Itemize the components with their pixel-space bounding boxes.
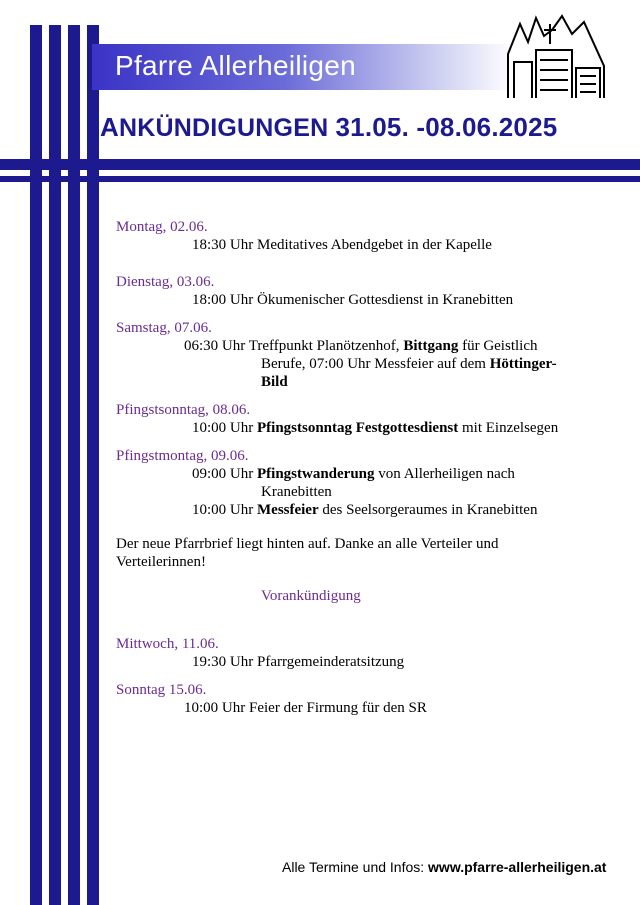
day-heading: Samstag, 07.06. (116, 320, 212, 336)
church-logo-icon (506, 14, 606, 100)
decor-stripe-3 (68, 25, 80, 905)
page-title: ANKÜNDIGUNGEN 31.05. -08.06.2025 (100, 112, 558, 142)
notice-text: Der neue Pfarrbrief liegt hinten auf. Danke an alle Verteiler und Verteilerinnen! (116, 536, 499, 570)
parish-name: Pfarre Allerheiligen (115, 50, 357, 81)
day-heading: Dienstag, 03.06. (116, 274, 215, 290)
event-line: 18:00 Uhr Ökumenischer Gottesdienst in Kranebitten (192, 292, 514, 308)
day-heading: Mittwoch, 11.06. (116, 636, 219, 652)
day-heading: Sonntag 15.06. (116, 682, 207, 698)
decor-stripe-2 (49, 25, 61, 905)
event-line: 18:30 Uhr Meditatives Abendgebet in der Kapelle (192, 237, 492, 253)
event-line: 19:30 Uhr Pfarrgemeinderatsitzung (192, 654, 405, 670)
event-line: 10:00 Uhr Pfingstsonntag Festgottesdienst mit Einzelsegen (192, 420, 559, 436)
event-line-continued: Bild (261, 374, 288, 390)
decor-stripe-4 (87, 25, 99, 905)
event-line-continued: Berufe, 07:00 Uhr Messfeier auf dem Höttinger- (261, 356, 557, 372)
decor-stripe-1 (30, 25, 42, 905)
footer: Alle Termine und Infos: www.pfarre-allerheiligen.at (282, 859, 607, 875)
day-heading: Pfingstsonntag, 08.06. (116, 402, 251, 418)
decor-hline-1 (0, 159, 640, 170)
event-line: 10:00 Uhr Messfeier des Seelsorgeraumes in Kranebitten (192, 502, 538, 518)
event-line: 09:00 Uhr Pfingstwanderung von Allerheiligen nach (192, 466, 515, 482)
day-heading: Pfingstmontag, 09.06. (116, 448, 249, 464)
decor-hline-2 (0, 176, 640, 182)
event-line-continued: Kranebitten (261, 484, 332, 500)
day-heading: Montag, 02.06. (116, 219, 208, 235)
preview-heading: Vorankündigung (261, 588, 361, 604)
event-line: 06:30 Uhr Treffpunkt Planötzenhof, Bittgang für Geistlich (184, 338, 538, 354)
website-link[interactable]: www.pfarre-allerheiligen.at (428, 859, 607, 875)
event-line: 10:00 Uhr Feier der Firmung für den SR (184, 700, 427, 716)
schedule-content (116, 218, 616, 717)
